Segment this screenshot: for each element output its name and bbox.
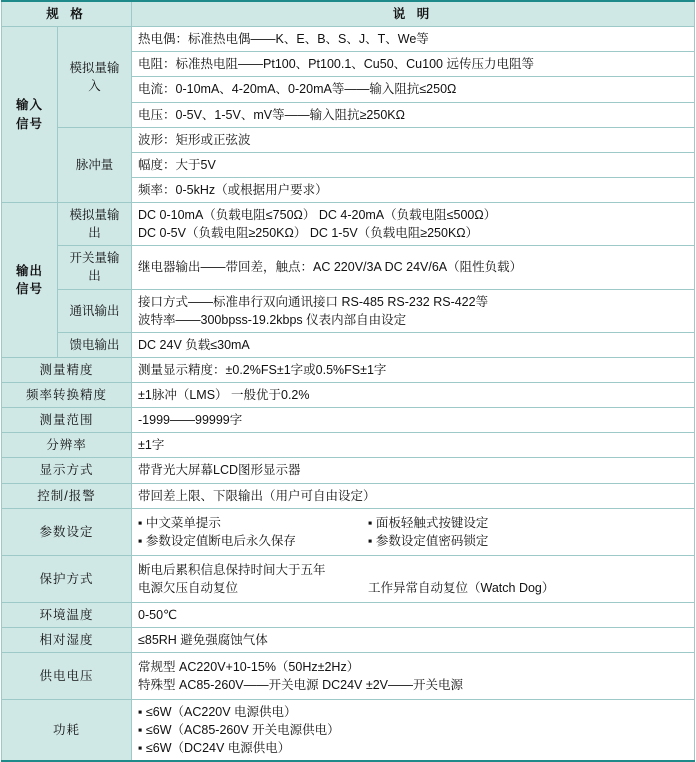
label-resolution: 分辨率 (2, 433, 132, 458)
row-protection (132, 555, 695, 602)
protect-memory-hold: 断电后累积信息保持时间大于五年 (138, 562, 326, 577)
row-measure-accuracy: 测量显示精度：±0.2%FS±1字或0.5%FS±1字 (132, 357, 695, 382)
label-ambient-temperature: 环境温度 (2, 602, 132, 627)
label-freq-accuracy: 频率转换精度 (2, 383, 132, 408)
group-feed-output: 馈电输出 (58, 332, 132, 357)
row-waveform: 波形：矩形或正弦波 (132, 127, 695, 152)
row-amplitude: 幅度：大于5V (132, 152, 695, 177)
table-row (2, 483, 695, 508)
row-comm-output: 接口方式——标准串行双向通讯接口 RS-485 RS-232 RS-422等 波特率——300bpss-19.2kbps 仪表内部自由设定 (132, 289, 695, 332)
table-row (2, 246, 695, 289)
table-row (2, 383, 695, 408)
label-range: 测量范围 (2, 408, 132, 433)
consumption-ac85-260v: ▪ ≤6W（AC85-260V 开关电源供电） (138, 723, 340, 737)
param-password-lock: ▪ 参数设定值密码锁定 (368, 533, 489, 548)
protect-undervoltage-reset: 电源欠压自动复位 (138, 580, 239, 595)
consumption-dc24v: ▪ ≤6W（DC24V 电源供电） (138, 741, 291, 756)
table-row (2, 289, 695, 332)
row-parameter-setting (132, 508, 695, 555)
table-row (2, 357, 695, 382)
header-spec: 规 格 (2, 1, 132, 27)
row-consumption (132, 699, 695, 761)
table-row (2, 27, 695, 52)
row-power-supply (132, 652, 695, 699)
label-display: 显示方式 (2, 458, 132, 483)
row-voltage: 电压：0-5V、1-5V、mV等——输入阻抗≥250KΩ (132, 102, 695, 127)
consumption-ac220v: ▪ ≤6W（AC220V 电源供电） (138, 704, 297, 719)
group-output-signal: 输出 信号 (2, 203, 58, 358)
label-protection: 保护方式 (2, 555, 132, 602)
label-relative-humidity: 相对湿度 (2, 627, 132, 652)
param-key-setting: ▪ 面板轻触式按键设定 (368, 515, 489, 530)
row-thermocouple: 热电偶：标准热电偶——K、E、B、S、J、T、We等 (132, 27, 695, 52)
group-pulse-input: 脉冲量 (58, 127, 132, 202)
row-freq-accuracy: ±1脉冲（LMS） 一般优于0.2% (132, 383, 695, 408)
table-header-row (2, 1, 695, 27)
row-feed-output: DC 24V 负载≤30mA (132, 332, 695, 357)
label-consumption: 功耗 (2, 699, 132, 761)
power-standard: 常规型 AC220V+10-15%（50Hz±2Hz） (138, 659, 360, 674)
table-row (2, 627, 695, 652)
table-row (2, 458, 695, 483)
row-control-alarm: 带回差上限、下限输出（用户可自由设定） (132, 483, 695, 508)
table-row (2, 127, 695, 152)
param-save-forever: ▪ 参数设定值断电后永久保存 (138, 533, 296, 548)
row-analog-output: DC 0-10mA（负载电阻≤750Ω） DC 4-20mA（负载电阻≤500Ω） DC 0-5V（负载电阻≥250KΩ） DC 1-5V（负载电阻≥250KΩ） (132, 203, 695, 246)
table-row (2, 508, 695, 555)
row-resolution: ±1字 (132, 433, 695, 458)
row-current: 电流：0-10mA、4-20mA、0-20mA等——输入阻抗≤250Ω (132, 77, 695, 102)
label-parameter-setting: 参数设定 (2, 508, 132, 555)
label-control-alarm: 控制/报警 (2, 483, 132, 508)
group-comm-output: 通讯输出 (58, 289, 132, 332)
group-switch-output: 开关量输出 (58, 246, 132, 289)
row-display: 带背光大屏幕LCD图形显示器 (132, 458, 695, 483)
table-row (2, 332, 695, 357)
table-row (2, 602, 695, 627)
table-row (2, 699, 695, 761)
row-relative-humidity: ≤85RH 避免强腐蚀气体 (132, 627, 695, 652)
table-row (2, 555, 695, 602)
row-frequency: 频率：0-5kHz（或根据用户要求） (132, 177, 695, 202)
group-analog-input: 模拟量输入 (58, 27, 132, 128)
group-analog-output: 模拟量输出 (58, 203, 132, 246)
table-row (2, 408, 695, 433)
table-row (2, 203, 695, 246)
table-row (2, 652, 695, 699)
table-row (2, 433, 695, 458)
param-menu-prompt: ▪ 中文菜单提示 (138, 515, 221, 530)
row-rtd: 电阻：标准热电阻——Pt100、Pt100.1、Cu50、Cu100 远传压力电阻等 (132, 52, 695, 77)
row-ambient-temperature: 0-50℃ (132, 602, 695, 627)
label-measure-accuracy: 测量精度 (2, 357, 132, 382)
specification-table (1, 0, 695, 762)
group-input-signal: 输入 信号 (2, 27, 58, 203)
row-range: -1999——99999字 (132, 408, 695, 433)
power-special: 特殊型 AC85-260V——开关电源 DC24V ±2V——开关电源 (138, 677, 464, 692)
header-description: 说 明 (132, 1, 695, 27)
row-switch-output: 继电器输出——带回差，触点：AC 220V/3A DC 24V/6A（阻性负载） (132, 246, 695, 289)
label-power-supply: 供电电压 (2, 652, 132, 699)
protect-watchdog: 工作异常自动复位（Watch Dog） (368, 580, 555, 595)
